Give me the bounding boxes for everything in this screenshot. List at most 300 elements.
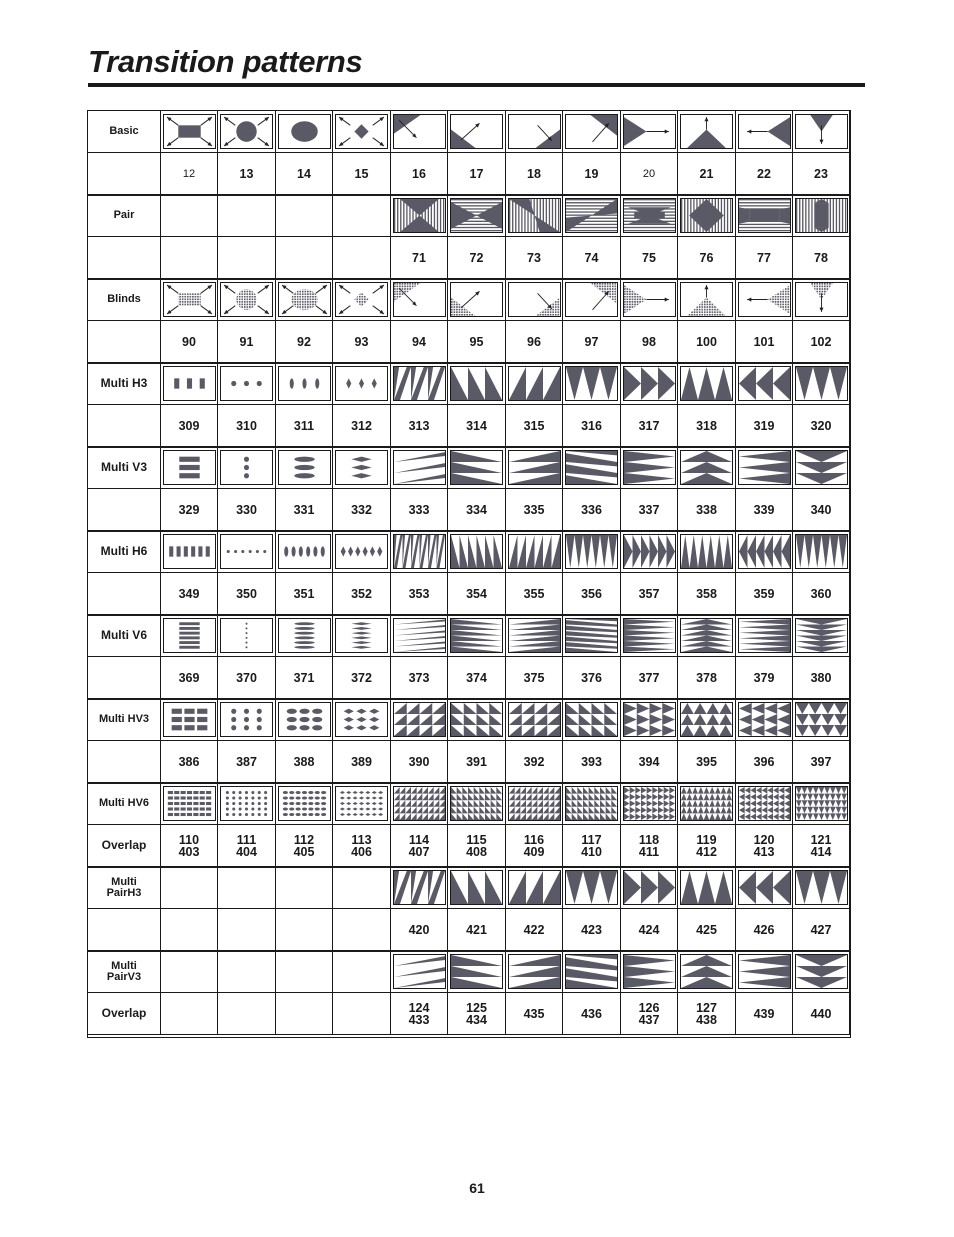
pattern-number-cell [448, 321, 506, 363]
pattern-icon-cell [448, 111, 506, 153]
pattern-icon-cell [276, 111, 333, 153]
pattern-icon-cell [391, 783, 448, 825]
pattern-circle-icon [220, 114, 273, 149]
pattern-icon-cell [161, 279, 218, 321]
pattern-number-cell [391, 741, 448, 783]
pattern-number-cell [506, 405, 563, 447]
pattern-number-cell [563, 657, 621, 699]
pattern-tri5-icon [623, 366, 676, 401]
row-sublabel-cell [88, 153, 161, 195]
pattern-number: 335 [523, 502, 545, 517]
row-sublabel-cell [88, 657, 161, 699]
pattern-number: 115 408 [466, 832, 487, 859]
pattern-icon-cell [678, 951, 736, 993]
pattern-number-cell [621, 993, 678, 1035]
pattern-pairG-icon [738, 198, 791, 233]
pattern-icon-cell [563, 447, 621, 489]
pattern-number: 127 438 [696, 1000, 717, 1027]
pattern-icon-cell [333, 951, 391, 993]
pattern-number: 94 [412, 334, 426, 349]
pattern-tri6-icon [680, 954, 733, 989]
pattern-number-cell [218, 909, 276, 951]
pattern-number-cell [793, 489, 850, 531]
pattern-number: 121 414 [810, 832, 832, 859]
pattern-tri1-icon [393, 954, 446, 989]
row-label: Multi V3 [100, 460, 147, 474]
row-group-divider [88, 614, 850, 616]
pattern-tri4-icon [565, 618, 618, 653]
row-sublabel-cell [88, 993, 161, 1035]
pattern-tri3-icon [508, 618, 561, 653]
pattern-number: 370 [236, 670, 257, 685]
pattern-icon-cell [563, 363, 621, 405]
pattern-number-cell [621, 405, 678, 447]
row-label-cell [88, 699, 161, 741]
pattern-wipe_tl-icon [393, 282, 446, 317]
pattern-number: 356 [581, 586, 602, 601]
pattern-icon-cell [736, 195, 793, 237]
pattern-number-cell [391, 405, 448, 447]
pattern-number-cell [678, 741, 736, 783]
pattern-pairA-icon [393, 198, 446, 233]
pattern-icon-cell [563, 615, 621, 657]
pattern-number: 422 [523, 922, 545, 937]
pattern-icon-cell [448, 699, 506, 741]
pattern-number: 391 [466, 754, 487, 769]
pattern-number-cell [793, 405, 850, 447]
pattern-icon-cell [793, 615, 850, 657]
pattern-number: 386 [178, 754, 200, 769]
pattern-number-cell [276, 741, 333, 783]
pattern-icon-cell [276, 699, 333, 741]
row-label-cell [88, 867, 161, 909]
pattern-number-cell [391, 573, 448, 615]
pattern-icon-cell [448, 363, 506, 405]
pattern-number: 371 [293, 670, 315, 685]
pattern-wipe_br-icon [508, 282, 561, 317]
pattern-number: 360 [810, 586, 832, 601]
row-sublabel-cell [88, 741, 161, 783]
pattern-number: 373 [408, 670, 430, 685]
pattern-tri1-icon [393, 870, 446, 905]
pattern-number-cell [333, 825, 391, 867]
pattern-icon-cell [736, 111, 793, 153]
pattern-number: 319 [753, 418, 775, 433]
row-group-divider [88, 362, 850, 364]
pattern-icon-cell [506, 279, 563, 321]
pattern-number-cell [678, 909, 736, 951]
pattern-icon-cell [218, 111, 276, 153]
pattern-icon-cell [506, 531, 563, 573]
pattern-tri7-icon [738, 450, 791, 485]
pattern-number-cell [793, 993, 850, 1035]
pattern-number-cell [448, 657, 506, 699]
row-sublabel-cell [88, 405, 161, 447]
pattern-tri6-icon [680, 870, 733, 905]
pattern-arrow_down-icon [795, 282, 848, 317]
row-group-divider [88, 782, 850, 784]
pattern-number-cell [333, 153, 391, 195]
pattern-icon-cell [678, 447, 736, 489]
pattern-number: 22 [757, 166, 771, 181]
pattern-icon-cell [506, 783, 563, 825]
pattern-pairE-icon [623, 198, 676, 233]
pattern-number: 339 [753, 502, 775, 517]
pattern-number: 435 [523, 1006, 545, 1021]
pattern-number-cell [391, 909, 448, 951]
pattern-number-cell [678, 825, 736, 867]
pattern-icon-cell [563, 867, 621, 909]
pattern-tri8-icon [795, 954, 848, 989]
pattern-number-cell [563, 405, 621, 447]
pattern-number: 111 404 [236, 832, 257, 859]
pattern-icon-cell [736, 951, 793, 993]
pattern-number-cell [391, 657, 448, 699]
pattern-tri6-icon [680, 786, 733, 821]
pattern-number: 313 [408, 418, 430, 433]
pattern-icon-cell [621, 699, 678, 741]
pattern-number-cell [563, 321, 621, 363]
pattern-icon-cell [161, 111, 218, 153]
pattern-icon-cell [161, 699, 218, 741]
pattern-tri8-icon [795, 450, 848, 485]
pattern-icon-cell [448, 615, 506, 657]
pattern-number: 102 [810, 334, 832, 349]
pattern-number-cell [333, 489, 391, 531]
pattern-tri7-icon [738, 618, 791, 653]
pattern-icon-cell [736, 279, 793, 321]
pattern-pairB-icon [450, 198, 503, 233]
pattern-icon-cell [448, 867, 506, 909]
pattern-number-cell [276, 909, 333, 951]
pattern-icon-cell [678, 699, 736, 741]
pattern-number-cell [276, 153, 333, 195]
pattern-dot-icon [220, 618, 273, 653]
pattern-icon-cell [276, 363, 333, 405]
pattern-number: 21 [699, 166, 714, 181]
pattern-icon-cell [563, 699, 621, 741]
pattern-tri5-icon [623, 450, 676, 485]
pattern-rect-icon [163, 618, 216, 653]
pattern-icon-cell [736, 615, 793, 657]
pattern-number-cell [621, 237, 678, 279]
pattern-icon-cell [276, 279, 333, 321]
row-label-cell [88, 279, 161, 321]
row-label: Multi HV3 [98, 713, 150, 725]
pattern-number: 353 [408, 586, 430, 601]
pattern-number-cell [736, 153, 793, 195]
pattern-number: 336 [581, 502, 602, 517]
pattern-icon-cell [218, 867, 276, 909]
pattern-number-cell [333, 909, 391, 951]
pattern-diamond-icon [335, 114, 388, 149]
pattern-number: 126 437 [638, 1000, 660, 1027]
pattern-number: 74 [584, 250, 599, 265]
pattern-number-cell [563, 237, 621, 279]
row-label-cell [88, 531, 161, 573]
pattern-number: 309 [178, 418, 200, 433]
pattern-number: 420 [408, 922, 430, 937]
page-number: 61 [469, 1180, 485, 1196]
page-title: Transition patterns [88, 44, 363, 79]
pattern-icon-cell [391, 447, 448, 489]
pattern-icon-cell [563, 195, 621, 237]
pattern-icon-cell [448, 531, 506, 573]
pattern-number-cell [448, 909, 506, 951]
pattern-number-cell [333, 321, 391, 363]
pattern-number-cell [218, 489, 276, 531]
pattern-number-cell [678, 237, 736, 279]
pattern-number-cell [161, 825, 218, 867]
row-label: Blinds [107, 293, 141, 305]
pattern-icon-cell [506, 195, 563, 237]
pattern-number-cell [161, 573, 218, 615]
pattern-number-cell [161, 657, 218, 699]
pattern-number-cell [563, 573, 621, 615]
pattern-number: 98 [642, 334, 656, 349]
row-label-cell [88, 447, 161, 489]
pattern-number: 116 409 [523, 832, 545, 859]
row-label-cell [88, 615, 161, 657]
row-label-cell [88, 783, 161, 825]
pattern-tri2-icon [450, 786, 503, 821]
pattern-number-cell [793, 825, 850, 867]
pattern-icon-cell [391, 699, 448, 741]
pattern-number: 20 [642, 167, 656, 180]
pattern-number-cell [333, 741, 391, 783]
pattern-number: 76 [699, 250, 714, 265]
pattern-tri1-icon [393, 702, 446, 737]
pattern-icon-cell [563, 279, 621, 321]
pattern-number-cell [391, 825, 448, 867]
pattern-number-cell [793, 657, 850, 699]
pattern-icon-cell [678, 279, 736, 321]
pattern-icon-cell [161, 951, 218, 993]
pattern-number-cell [218, 657, 276, 699]
pattern-number: 110 403 [178, 832, 200, 859]
pattern-number-cell [448, 825, 506, 867]
pattern-icon-cell [448, 195, 506, 237]
pattern-tri6-icon [680, 366, 733, 401]
pattern-number: 100 [696, 334, 717, 349]
pattern-number: 390 [408, 754, 430, 769]
pattern-number-cell [678, 321, 736, 363]
pattern-icon-cell [678, 531, 736, 573]
pattern-icon-cell [793, 783, 850, 825]
pattern-tri3-icon [508, 366, 561, 401]
pattern-number-cell [218, 741, 276, 783]
pattern-icon-cell [506, 615, 563, 657]
row-sublabel-cell [88, 237, 161, 279]
pattern-number-cell [276, 405, 333, 447]
pattern-arrow_l-icon [738, 282, 791, 317]
pattern-tri6-icon [680, 450, 733, 485]
pattern-number: 355 [523, 586, 545, 601]
pattern-icon-cell [218, 531, 276, 573]
pattern-number: 376 [581, 670, 602, 685]
pattern-icon-cell [678, 867, 736, 909]
pattern-number: 120 413 [753, 832, 775, 859]
pattern-number: 395 [696, 754, 717, 769]
pattern-number-cell [563, 909, 621, 951]
pattern-diamond-icon [335, 618, 388, 653]
pattern-icon-cell [793, 867, 850, 909]
row-group-divider [88, 278, 850, 280]
pattern-icon-cell [333, 279, 391, 321]
pattern-icon-cell [161, 531, 218, 573]
pattern-icon-cell [218, 363, 276, 405]
pattern-number: 71 [412, 250, 426, 265]
row-sublabel: Overlap [101, 838, 147, 852]
pattern-diamond-icon [335, 702, 388, 737]
pattern-tri4-icon [565, 702, 618, 737]
pattern-number: 334 [466, 502, 487, 517]
pattern-number-cell [161, 405, 218, 447]
pattern-number-cell [563, 489, 621, 531]
pattern-tri3-icon [508, 786, 561, 821]
pattern-number: 349 [178, 586, 200, 601]
pattern-tri1-icon [393, 450, 446, 485]
pattern-number-cell [506, 489, 563, 531]
pattern-tri8-icon [795, 870, 848, 905]
pattern-number: 315 [523, 418, 545, 433]
pattern-icon-cell [276, 447, 333, 489]
pattern-number-cell [793, 153, 850, 195]
pattern-icon-cell [333, 699, 391, 741]
row-sublabel-cell [88, 909, 161, 951]
pattern-number-cell [448, 573, 506, 615]
pattern-number-cell [563, 825, 621, 867]
row-sublabel-cell [88, 825, 161, 867]
pattern-number: 396 [753, 754, 775, 769]
pattern-icon-cell [391, 531, 448, 573]
row-label-cell [88, 951, 161, 993]
title-rule [88, 83, 865, 87]
pattern-number-cell [621, 321, 678, 363]
pattern-pairC-icon [508, 198, 561, 233]
pattern-number-cell [448, 993, 506, 1035]
pattern-icon-cell [621, 783, 678, 825]
pattern-number-cell [736, 657, 793, 699]
pattern-number-cell [621, 741, 678, 783]
pattern-number-cell [736, 405, 793, 447]
pattern-number: 14 [297, 166, 311, 181]
pattern-number: 101 [753, 334, 775, 349]
pattern-number-cell [793, 741, 850, 783]
row-sublabel: Overlap [101, 1006, 147, 1020]
pattern-number: 425 [696, 922, 717, 937]
pattern-icon-cell [391, 951, 448, 993]
pattern-icon-cell [391, 195, 448, 237]
pattern-tri1-icon [393, 618, 446, 653]
pattern-number-cell [333, 237, 391, 279]
pattern-number: 92 [297, 334, 311, 349]
pattern-number: 372 [351, 670, 372, 685]
pattern-number-cell [793, 909, 850, 951]
pattern-icon-cell [506, 867, 563, 909]
pattern-icon-cell [333, 111, 391, 153]
pattern-icon-cell [793, 951, 850, 993]
pattern-tri4-icon [565, 954, 618, 989]
pattern-number-cell [218, 321, 276, 363]
pattern-number: 16 [412, 166, 426, 181]
pattern-number: 394 [638, 754, 660, 769]
pattern-icon-cell [621, 363, 678, 405]
pattern-number: 316 [581, 418, 602, 433]
pattern-number: 317 [638, 418, 660, 433]
pattern-number: 338 [696, 502, 717, 517]
pattern-icon-cell [563, 783, 621, 825]
pattern-tri4-icon [565, 786, 618, 821]
pattern-number-cell [506, 741, 563, 783]
pattern-number: 378 [696, 670, 717, 685]
pattern-number-cell [506, 237, 563, 279]
pattern-number-cell [621, 573, 678, 615]
pattern-number-cell [793, 237, 850, 279]
pattern-icon-cell [276, 951, 333, 993]
pattern-icon-cell [678, 783, 736, 825]
pattern-dot-icon [220, 366, 273, 401]
pattern-dot-icon [220, 450, 273, 485]
pattern-number-cell [678, 573, 736, 615]
pattern-number: 90 [182, 334, 196, 349]
pattern-tri1-icon [393, 534, 446, 569]
pattern-pairF-icon [680, 198, 733, 233]
pattern-tri7-icon [738, 870, 791, 905]
pattern-oval-icon [278, 366, 331, 401]
pattern-icon-cell [736, 783, 793, 825]
pattern-number-cell [391, 993, 448, 1035]
pattern-rect-icon [163, 786, 216, 821]
pattern-box-icon [163, 114, 216, 149]
pattern-icon-cell [793, 699, 850, 741]
pattern-icon-cell [736, 867, 793, 909]
pattern-number-cell [448, 489, 506, 531]
pattern-number: 424 [638, 922, 660, 937]
pattern-number-cell [563, 993, 621, 1035]
pattern-tri8-icon [795, 534, 848, 569]
pattern-icon-cell [333, 783, 391, 825]
pattern-number-cell [276, 321, 333, 363]
pattern-icon-cell [793, 447, 850, 489]
pattern-number-cell [736, 489, 793, 531]
pattern-number-cell [678, 993, 736, 1035]
pattern-icon-cell [678, 615, 736, 657]
pattern-number-cell [621, 489, 678, 531]
pattern-number: 332 [351, 502, 372, 517]
pattern-number: 375 [523, 670, 545, 685]
pattern-tri7-icon [738, 534, 791, 569]
pattern-number: 392 [523, 754, 545, 769]
pattern-icon-cell [276, 531, 333, 573]
pattern-number-cell [276, 657, 333, 699]
pattern-number: 351 [293, 586, 315, 601]
pattern-number-cell [506, 573, 563, 615]
pattern-number-cell [161, 909, 218, 951]
pattern-tri5-icon [623, 870, 676, 905]
pattern-number: 329 [178, 502, 200, 517]
pattern-number-cell [276, 237, 333, 279]
pattern-tri4-icon [565, 870, 618, 905]
pattern-oval-icon [278, 618, 331, 653]
pattern-icon-cell [333, 447, 391, 489]
pattern-number-cell [736, 573, 793, 615]
pattern-icon-cell [161, 615, 218, 657]
pattern-number-cell [218, 237, 276, 279]
row-label: Multi PairH3 [106, 875, 142, 899]
pattern-number: 397 [810, 754, 832, 769]
pattern-number: 320 [810, 418, 832, 433]
